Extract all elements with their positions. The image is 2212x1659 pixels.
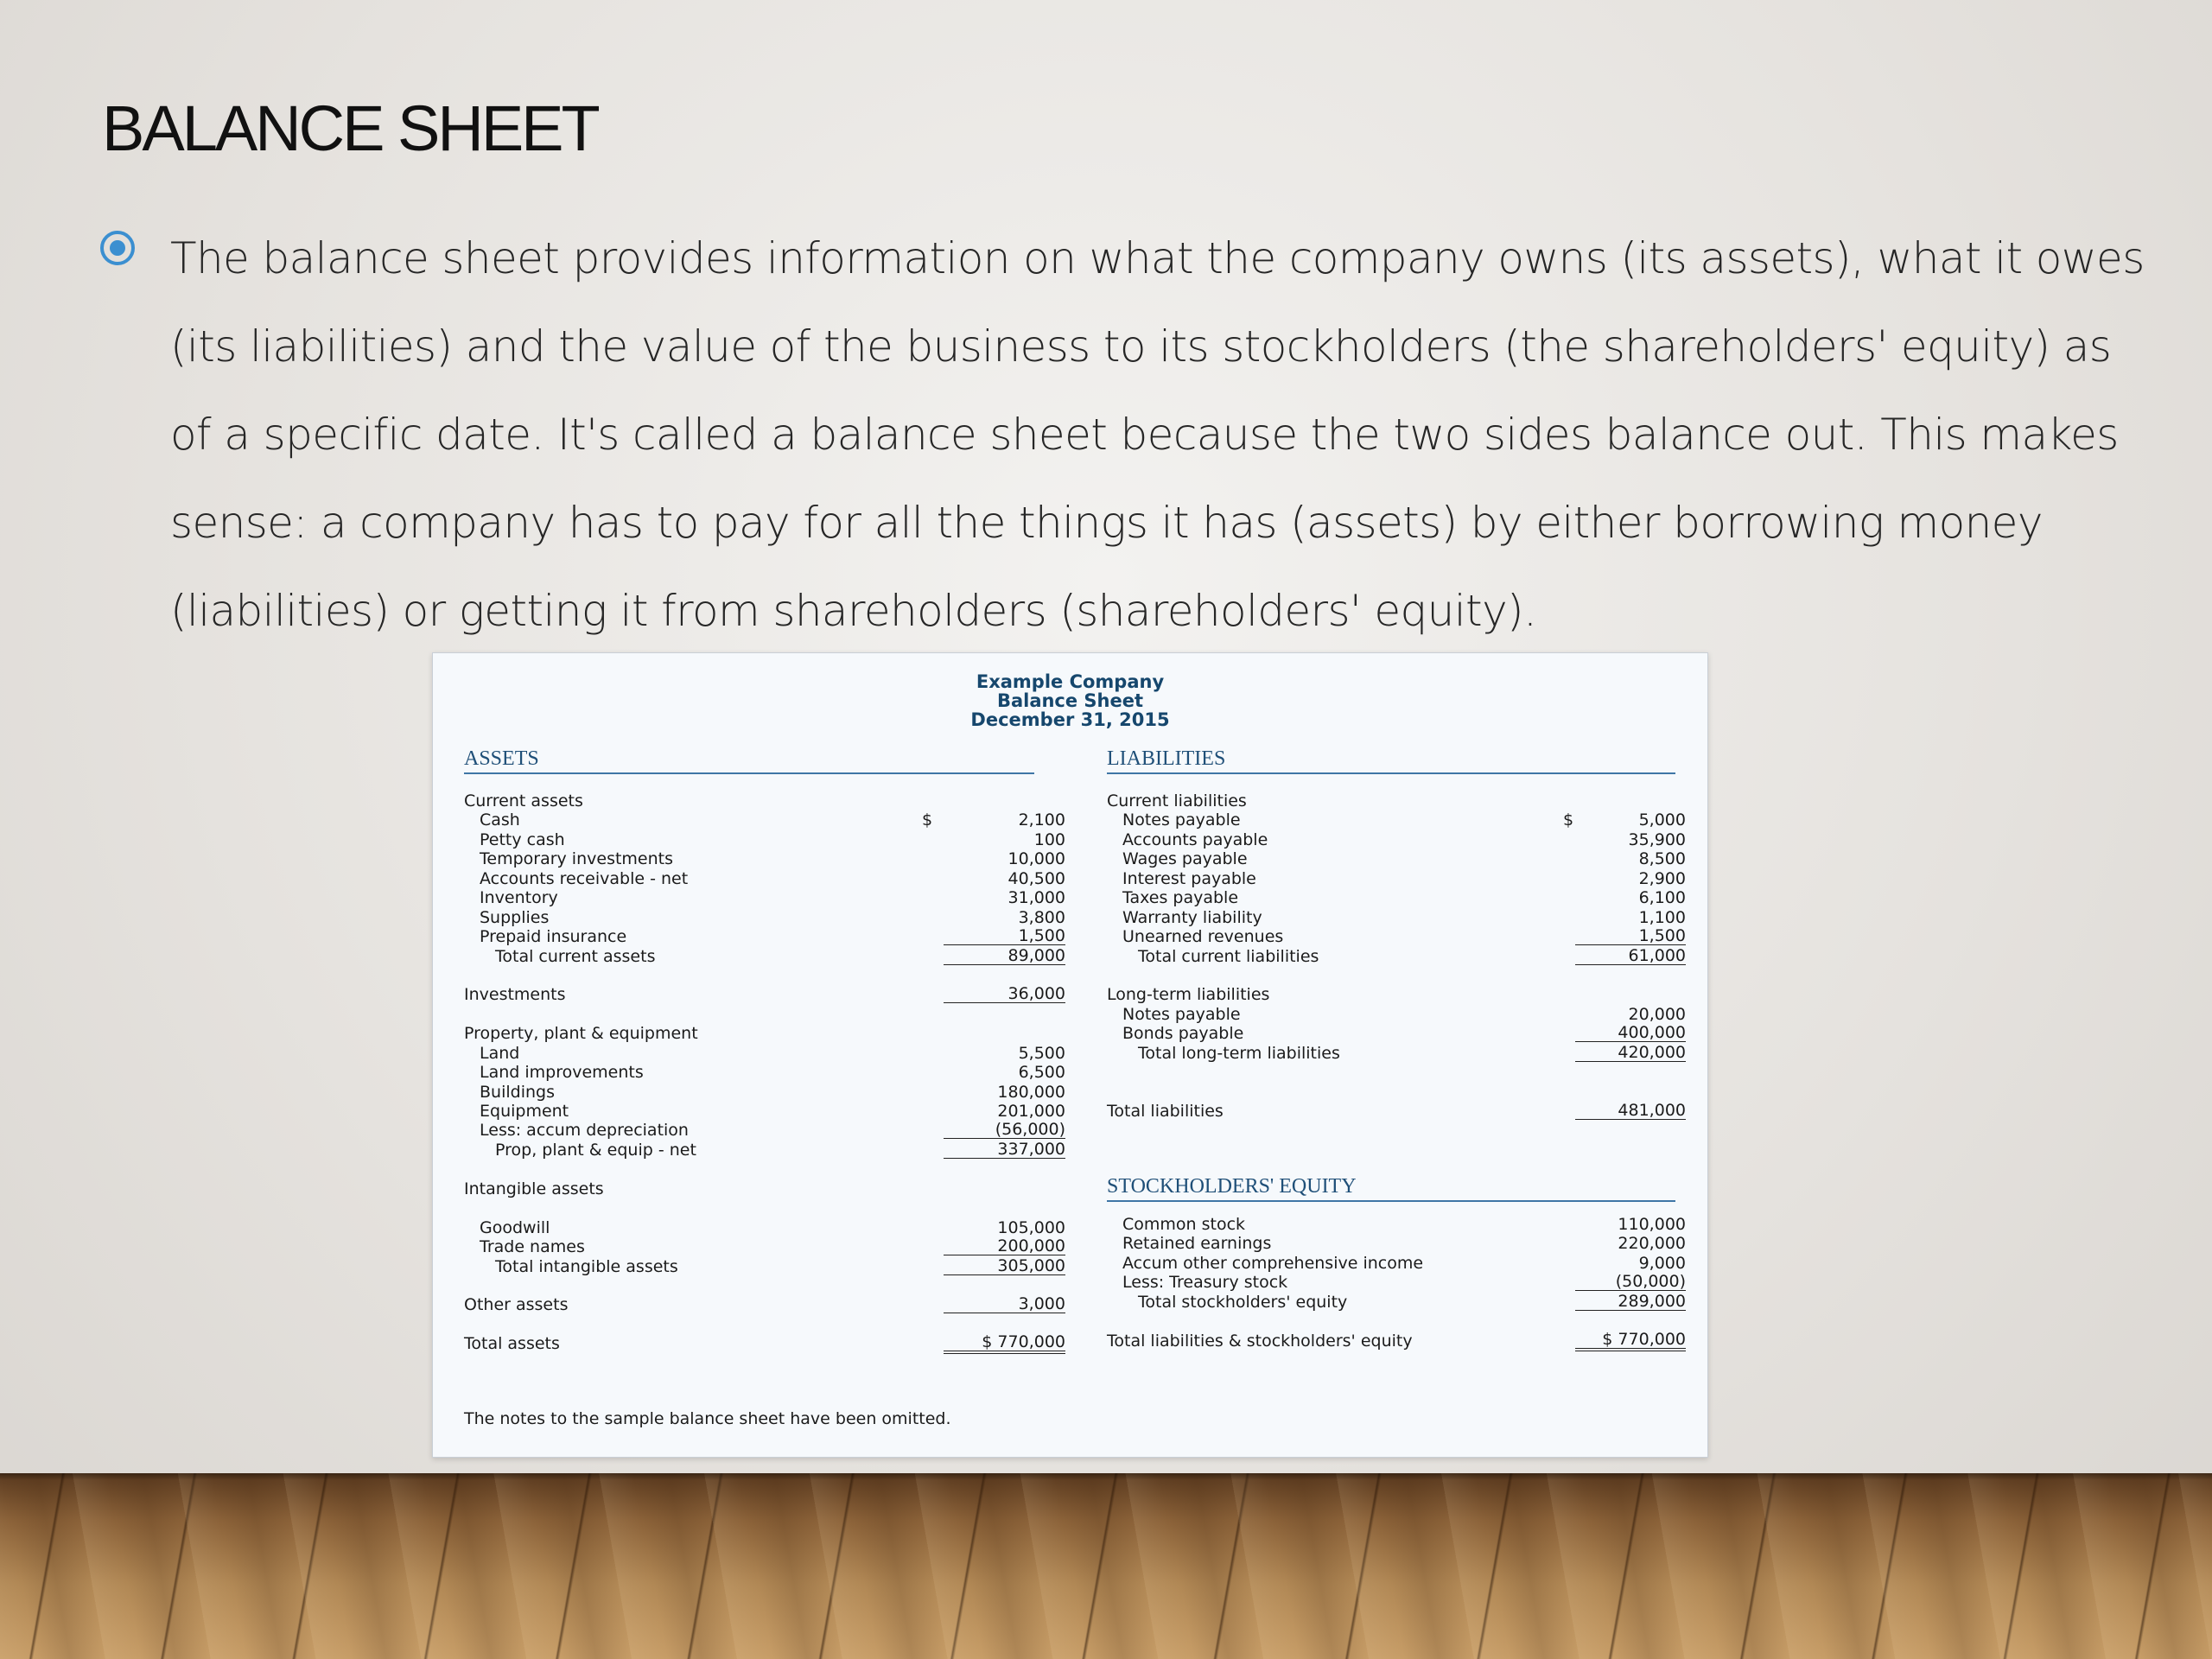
ledger-label: Less: Treasury stock (1122, 1273, 1288, 1293)
ledger-row (464, 1332, 1065, 1354)
ledger-row (1107, 1215, 1703, 1234)
row-spacer (464, 1198, 1052, 1217)
ledger-row (464, 1102, 1065, 1121)
balance-sheet-figure (432, 652, 1708, 1458)
equity-column (1107, 1215, 1703, 1351)
ledger-label: Total long-term liabilities (1138, 1043, 1340, 1063)
ledger-label: Retained earnings (1122, 1234, 1272, 1254)
ledger-amount: 61,000 (1575, 947, 1686, 965)
sheet-header (433, 672, 1707, 729)
row-spacer (464, 1160, 1052, 1179)
ledger-amount: 6,500 (1018, 1063, 1065, 1083)
ledger-label: Petty cash (480, 830, 565, 849)
ledger-amount: 289,000 (1575, 1293, 1686, 1311)
ledger-row (1107, 1024, 1703, 1043)
ledger-label: Total liabilities & stockholders' equity (1107, 1331, 1413, 1351)
liabilities-column (1107, 791, 1703, 1121)
ledger-row (464, 810, 1065, 830)
row-spacer (464, 966, 1052, 985)
bullet-text: The balance sheet provides information on what the company owns (its assets), what it owes (its liabilities) and the value of the business to its stockholders (the shareholders' equity) as of a specific date. It's called a balance sheet because the two sides balance out. This makes sense: a company has to pay for all the things it has (assets) by either borrowing money (liabilities) or getting it from shareholders (shareholders' equity). (170, 233, 2145, 636)
ledger-amount: 5,500 (1018, 1043, 1065, 1063)
ledger-label: Total assets (464, 1334, 560, 1354)
ledger-amount: 100 (1033, 830, 1065, 849)
ledger-row (1107, 888, 1703, 907)
ledger-label: Current liabilities (1107, 791, 1247, 810)
ledger-label: Temporary investments (480, 849, 674, 869)
ledger-amount: 420,000 (1575, 1044, 1686, 1062)
ledger-row (1107, 1044, 1703, 1063)
ledger-amount: 337,000 (944, 1141, 1065, 1159)
ledger-amount: 2,900 (1638, 868, 1686, 888)
ledger-amount: 10,000 (1007, 849, 1065, 869)
row-spacer (464, 1315, 1052, 1334)
ledger-row (1107, 1254, 1703, 1273)
sheet-date: December 31, 2015 (970, 709, 1170, 730)
assets-heading: ASSETS (464, 748, 1034, 774)
ledger-amount: 201,000 (997, 1102, 1065, 1121)
ledger-row (1107, 985, 1703, 1004)
ledger-label: Supplies (480, 907, 550, 927)
ledger-label: Taxes payable (1122, 888, 1239, 908)
ledger-amount: (50,000) (1575, 1273, 1686, 1291)
ledger-amount: 89,000 (944, 947, 1065, 965)
ledger-label: Goodwill (480, 1217, 550, 1237)
ledger-label: Accounts receivable - net (480, 868, 689, 888)
ledger-dollar-sign: $ (922, 810, 933, 830)
ledger-label: Investments (464, 985, 566, 1005)
sheet-footnote: The notes to the sample balance sheet have been omitted. (464, 1409, 951, 1428)
ledger-label: Trade names (480, 1237, 585, 1257)
ledger-amount: 6,100 (1638, 888, 1686, 908)
ledger-label: Total liabilities (1107, 1102, 1224, 1121)
sheet-title: Balance Sheet (996, 690, 1144, 711)
ledger-label: Current assets (464, 791, 583, 810)
ledger-amount: 305,000 (944, 1257, 1065, 1275)
ledger-label: Land (480, 1043, 520, 1063)
ledger-row (464, 1043, 1065, 1063)
ledger-amount: 110,000 (1618, 1215, 1686, 1234)
ledger-label: Less: accum depreciation (480, 1121, 689, 1141)
ledger-label: Long-term liabilities (1107, 985, 1270, 1005)
ledger-label: Land improvements (480, 1063, 644, 1083)
ledger-row (1107, 869, 1703, 888)
ledger-row (464, 1063, 1065, 1083)
ledger-row (1107, 1329, 1703, 1351)
ledger-row (464, 1236, 1065, 1257)
ledger-label: Total intangible assets (495, 1256, 678, 1276)
ledger-label: Buildings (480, 1082, 555, 1102)
ledger-row (1107, 1005, 1703, 1024)
ledger-amount: 400,000 (1575, 1024, 1686, 1042)
ledger-label: Accounts payable (1122, 830, 1268, 849)
row-spacer (1107, 1063, 1703, 1082)
ledger-row (464, 1139, 1065, 1160)
ledger-amount: 200,000 (944, 1237, 1065, 1255)
ledger-label: Accum other comprehensive income (1122, 1253, 1424, 1273)
ledger-row (464, 1217, 1065, 1237)
ledger-label: Other assets (464, 1295, 569, 1315)
ledger-row (464, 868, 1065, 888)
ledger-amount: 5,000 (1638, 810, 1686, 830)
slide-title: BALANCE SHEET (102, 92, 598, 164)
ledger-row (464, 1179, 1052, 1198)
row-spacer (464, 1005, 1052, 1024)
company-name: Example Company (976, 671, 1165, 692)
ledger-amount: 35,900 (1628, 830, 1686, 849)
ledger-row (464, 907, 1065, 927)
ledger-row (1107, 1273, 1703, 1292)
ledger-row (1107, 927, 1703, 946)
ledger-row (464, 945, 1065, 966)
ledger-amount: (56,000) (944, 1121, 1065, 1139)
ledger-label: Interest payable (1122, 868, 1256, 888)
ledger-label: Wages payable (1122, 849, 1248, 869)
ledger-row (1107, 1293, 1703, 1312)
ledger-amount: 3,800 (1018, 907, 1065, 927)
ledger-row (1107, 791, 1703, 810)
ledger-row (464, 1294, 1065, 1315)
row-spacer (1107, 966, 1703, 985)
ledger-row (464, 926, 1065, 947)
ledger-amount: 1,500 (1575, 927, 1686, 945)
ledger-label: Total stockholders' equity (1138, 1292, 1348, 1312)
ledger-row (1107, 908, 1703, 927)
ledger-amount: 9,000 (1638, 1253, 1686, 1273)
ledger-label: Warranty liability (1122, 907, 1262, 927)
ledger-label: Total current assets (495, 946, 656, 966)
ledger-label: Equipment (480, 1102, 569, 1121)
ledger-amount: 105,000 (997, 1217, 1065, 1237)
ledger-amount: 481,000 (1575, 1102, 1686, 1120)
wood-floor (0, 1473, 2212, 1659)
ledger-row (464, 1082, 1065, 1102)
ledger-row (464, 1024, 1052, 1043)
ledger-amount: 40,500 (1007, 868, 1065, 888)
ledger-row (464, 791, 1052, 810)
ledger-row (1107, 1234, 1703, 1253)
ledger-label: Inventory (480, 888, 558, 908)
ledger-row (1107, 947, 1703, 966)
assets-column (464, 791, 1065, 1354)
row-spacer (1107, 1083, 1703, 1102)
ledger-row (1107, 1102, 1703, 1121)
ledger-label: Property, plant & equipment (464, 1024, 698, 1044)
ledger-label: Prepaid insurance (480, 927, 627, 947)
ledger-row (464, 1255, 1065, 1276)
ledger-label: Notes payable (1122, 1004, 1241, 1024)
ledger-amount: 220,000 (1618, 1234, 1686, 1254)
ledger-label: Total current liabilities (1138, 946, 1319, 966)
equity-heading: STOCKHOLDERS' EQUITY (1107, 1176, 1675, 1202)
row-spacer (464, 1276, 1052, 1295)
ledger-row (464, 984, 1065, 1005)
radio-bullet-icon (99, 230, 136, 266)
ledger-row (464, 849, 1065, 869)
row-spacer (1107, 1312, 1703, 1331)
ledger-amount: $ 770,000 (944, 1334, 1065, 1354)
liabilities-heading: LIABILITIES (1107, 748, 1675, 774)
ledger-amount: 1,500 (944, 927, 1065, 945)
ledger-label: Bonds payable (1122, 1024, 1244, 1044)
ledger-label: Notes payable (1122, 810, 1241, 830)
ledger-row (1107, 830, 1703, 849)
ledger-label: Prop, plant & equip - net (495, 1140, 696, 1160)
ledger-row (464, 830, 1065, 849)
ledger-row (464, 1120, 1065, 1141)
ledger-amount: 1,100 (1638, 907, 1686, 927)
ledger-amount: 20,000 (1628, 1004, 1686, 1024)
ledger-amount: 8,500 (1638, 849, 1686, 869)
ledger-amount: 3,000 (944, 1295, 1065, 1313)
ledger-amount: 180,000 (997, 1082, 1065, 1102)
ledger-amount: $ 770,000 (1575, 1332, 1686, 1351)
ledger-amount: 2,100 (1018, 810, 1065, 830)
ledger-label: Cash (480, 810, 520, 830)
ledger-row (1107, 810, 1703, 830)
ledger-row (464, 888, 1065, 908)
ledger-label: Unearned revenues (1122, 927, 1284, 947)
ledger-label: Common stock (1122, 1215, 1246, 1234)
ledger-label: Intangible assets (464, 1179, 604, 1198)
ledger-amount: 36,000 (944, 985, 1065, 1003)
ledger-dollar-sign: $ (1563, 810, 1574, 830)
ledger-row (1107, 849, 1703, 868)
ledger-amount: 31,000 (1007, 888, 1065, 908)
